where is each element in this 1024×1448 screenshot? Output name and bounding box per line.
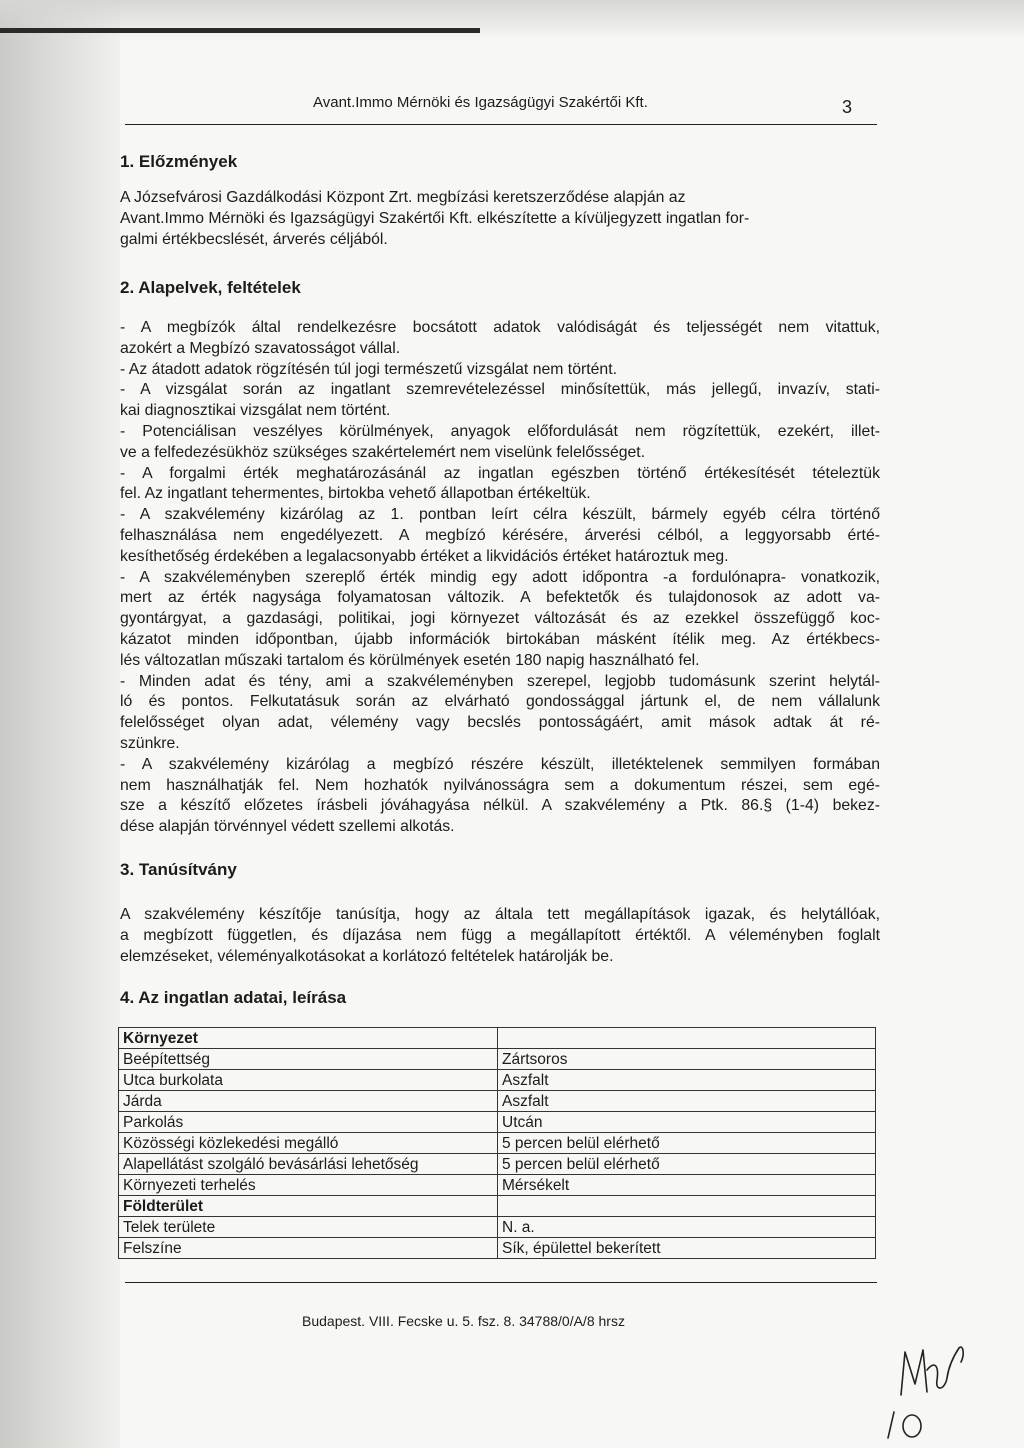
table-cell-label: Parkolás (119, 1112, 498, 1133)
section-2-line: - Potenciálisan veszélyes körülmények, anyagok előfordulását nem rögzítettük, ezekért, illet- (120, 422, 880, 440)
section-2-line: - A szakvéleményben szereplő érték mindig egy adott időpontra -a fordulónapra- vonatkozik, (120, 568, 880, 586)
section-2-line: lés változatlan műszaki tartalom és körülmények esetén 180 napig használható fel. (120, 651, 700, 669)
section-2-line: - A szakvélemény kizárólag az 1. pontban leírt célra készült, bármely egyéb célra történő (120, 506, 880, 524)
table-cell-value: Utcán (498, 1112, 876, 1133)
section-2-line: gyontárgyat, a gazdasági, politikai, jogi környezet változását és az ezekkel összefüggő koc- (120, 610, 880, 628)
section-2-line: - A megbízók által rendelkezésre bocsátott adatok valódiságát és teljességét nem vitattuk, (120, 319, 880, 336)
header-title: Avant.Immo Mérnöki és Igazságügyi Szakértői Kft. (313, 94, 648, 111)
section-2-line: ló és pontos. Felkutatásuk során az elvárható gondossággal jártunk el, de nem vállalunk (120, 693, 880, 711)
section-1-line: Avant.Immo Mérnöki és Igazságügyi Szakértői Kft. elkészítette a kívüljegyzett ingatlan for- (120, 209, 750, 227)
section-1-heading: 1. Előzmények (120, 152, 238, 171)
table-row (119, 1196, 876, 1217)
section-2-line: azokért a Megbízó szavatosságot vállal. (120, 339, 401, 357)
section-3-line: elemzéseket, véleményalkotásokat a korlátozó feltételek határolják be. (120, 947, 614, 965)
section-2-line: szünkre. (120, 734, 180, 752)
section-2-line: - A vizsgálat során az ingatlant szemrevételezéssel minősítettük, más jellegű, invazív, stati- (120, 381, 880, 399)
scan-top-shadow (0, 0, 1024, 40)
section-3-line: A szakvélemény készítője tanúsítja, hogy az általa tett megállapítások igazak, és helytállóak, (120, 906, 880, 923)
handwritten-page-number (880, 1408, 940, 1440)
section-3-line: a megbízott független, és díjazása nem függ a megállapított értéktől. A véleményben foglalt (120, 926, 880, 944)
table-cell-label: Alapellátást szolgáló bevásárlási lehetőség (119, 1154, 498, 1175)
table-row (119, 1238, 876, 1259)
table-cell-value (498, 1196, 876, 1217)
table-row (119, 1028, 876, 1049)
section-2-body (120, 318, 880, 838)
section-2-heading: 2. Alapelvek, feltételek (120, 278, 301, 297)
section-2-line: sze a készítő előzetes írásbeli jóváhagyása nélkül. A szakvélemény a Ptk. 86.§ (1-4) bekez- (120, 797, 880, 815)
section-2-line: dése alapján törvénnyel védett szellemi alkotás. (120, 818, 455, 836)
section-2-line: - Minden adat és tény, ami a szakvéleményben szerepel, legjobb tudomásunk szerint helytál- (120, 672, 880, 690)
table-cell-label: Környezet (119, 1028, 498, 1049)
section-3-heading: 3. Tanúsítvány (120, 860, 237, 879)
section-1-body (120, 188, 880, 250)
table-cell-value: Zártsoros (498, 1049, 876, 1070)
section-2-line: kesíthetőség érdekében a legalacsonyabb értéket a likvidációs értéket határoztuk meg. (120, 547, 729, 565)
section-2-line: kai diagnosztikai vizsgálat nem történt. (120, 402, 391, 420)
page-number: 3 (842, 97, 853, 117)
table-cell-value (498, 1028, 876, 1049)
section-2-line: nem használhatják fel. Nem hozhatók nyilvánosságra sem a dokumentum részei, sem egé- (120, 776, 880, 794)
table-cell-label: Közösségi közlekedési megálló (119, 1133, 498, 1154)
handwritten-signature (895, 1340, 975, 1400)
section-2-line: ve a felfedezésükhöz szükséges szakértelemért nem viselünk felelősséget. (120, 443, 646, 461)
table-row (119, 1154, 876, 1175)
section-2-line: felhasználása nem engedélyezett. A megbízó kérésére, árverési célból, a leggyorsabb érté- (120, 526, 880, 544)
table-row (119, 1070, 876, 1091)
scan-top-line (0, 28, 480, 33)
footer-address: Budapest. VIII. Fecske u. 5. fsz. 8. 34788/0/A/8 hrsz (302, 1313, 625, 1329)
section-1-line: galmi értékbecslését, árverés céljából. (120, 230, 388, 248)
table-row (119, 1112, 876, 1133)
table-row (119, 1217, 876, 1238)
section-3-body (120, 905, 880, 967)
table-row (119, 1175, 876, 1196)
table-cell-value: Aszfalt (498, 1091, 876, 1112)
table-row (119, 1133, 876, 1154)
section-2-line: mert az érték nagysága folyamatosan változik. A befektetők és tulajdonosok az adott va- (120, 589, 880, 607)
table-cell-label: Utca burkolata (119, 1070, 498, 1091)
table-cell-label: Környezeti terhelés (119, 1175, 498, 1196)
section-2-line: - A forgalmi érték meghatározásánál az ingatlan egészben történő értékesítését tételeztük (120, 464, 880, 482)
table-cell-label: Felszíne (119, 1238, 498, 1259)
table-cell-value: Sík, épülettel bekerített (498, 1238, 876, 1259)
table-cell-value: Aszfalt (498, 1070, 876, 1091)
header-divider (125, 124, 877, 125)
table-cell-value: 5 percen belül elérhető (498, 1154, 876, 1175)
table-cell-value: N. a. (498, 1217, 876, 1238)
section-2-line: fel. Az ingatlant tehermentes, birtokba vehető állapotban értékeltük. (120, 485, 591, 503)
property-data-table (118, 1027, 876, 1259)
section-2-line: - A szakvélemény kizárólag a megbízó részére készült, illetéktelenek semmilyen formában (120, 755, 880, 773)
table-cell-label: Beépítettség (119, 1049, 498, 1070)
table-cell-label: Járda (119, 1091, 498, 1112)
section-2-line: felelősséget olyan adat, vélemény vagy becslés pontosságáért, amit mások adtak át ré- (120, 714, 880, 732)
section-4-heading: 4. Az ingatlan adatai, leírása (120, 988, 347, 1007)
table-row (119, 1091, 876, 1112)
scan-edge-shadow (0, 0, 120, 1448)
section-2-line: kázatot minden időpontban, újabb információk birtokában másként ítélik meg. Az értékbecs- (120, 630, 880, 648)
table-cell-value: 5 percen belül elérhető (498, 1133, 876, 1154)
section-2-line: - Az átadott adatok rögzítésén túl jogi természetű vizsgálat nem történt. (120, 360, 617, 378)
footer-divider (125, 1282, 877, 1283)
table-cell-value: Mérsékelt (498, 1175, 876, 1196)
section-1-line: A Józsefvárosi Gazdálkodási Központ Zrt. megbízási keretszerződése alapján az (120, 189, 686, 206)
table-row (119, 1049, 876, 1070)
table-cell-label: Telek területe (119, 1217, 498, 1238)
table-cell-label: Földterület (119, 1196, 498, 1217)
